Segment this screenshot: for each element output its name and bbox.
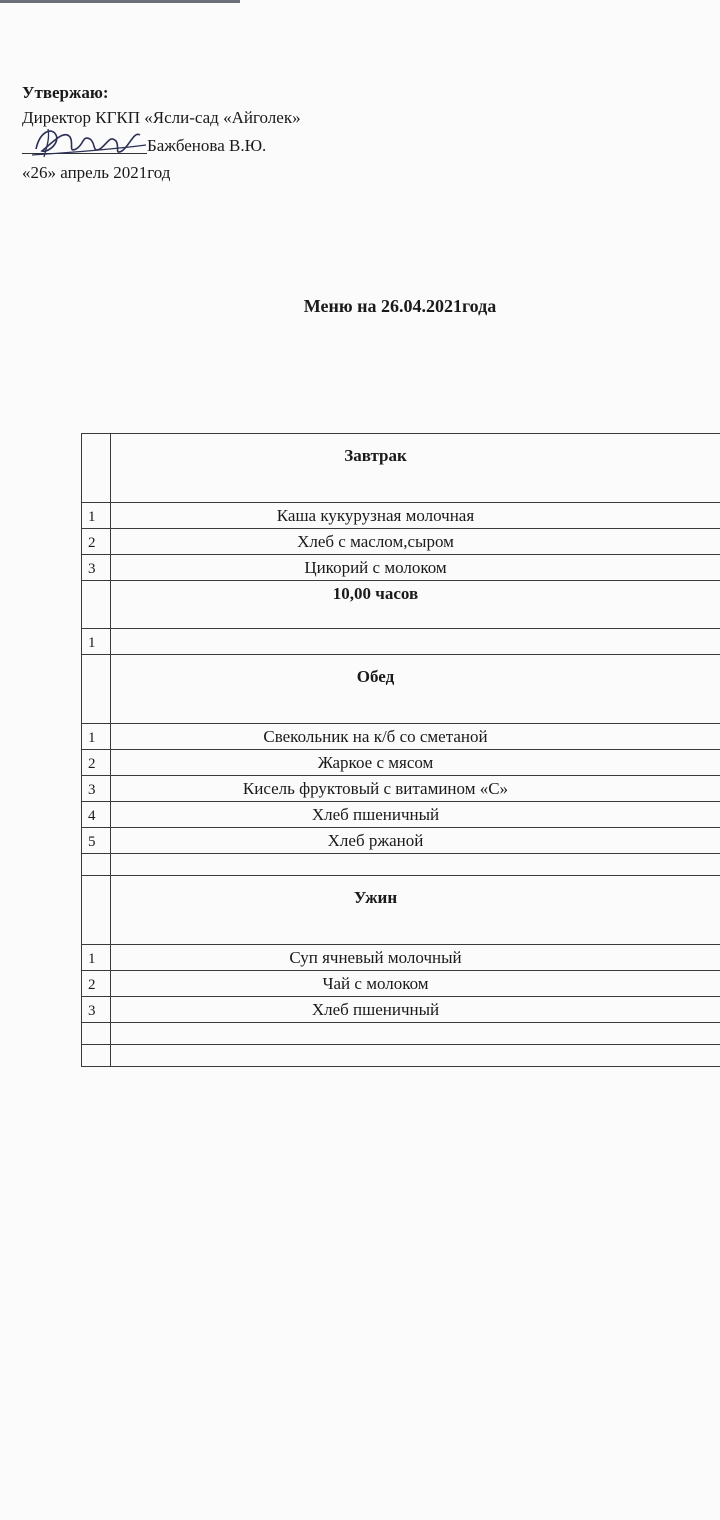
section-label-dinner: Ужин: [111, 876, 720, 945]
table-row: [82, 945, 720, 971]
section-label-snack: 10,00 часов: [111, 581, 720, 629]
signature-line: [22, 130, 301, 160]
row-number: 5: [82, 828, 111, 854]
dish-name: Хлеб пшеничный: [111, 997, 720, 1023]
table-row: [82, 555, 720, 581]
section-row-dinner: [82, 876, 720, 945]
table-row: [82, 503, 720, 529]
row-number: 1: [82, 945, 111, 971]
table-row: [82, 802, 720, 828]
table-row: [82, 997, 720, 1023]
section-row-breakfast: [82, 434, 720, 503]
dish-name: Чай с молоком: [111, 971, 720, 997]
table-row: [82, 828, 720, 854]
empty-row: [82, 854, 720, 876]
dish-name: Цикорий с молоком: [111, 555, 720, 581]
table-row: [82, 629, 720, 655]
dish-name: Хлеб пшеничный: [111, 802, 720, 828]
section-row-snack: [82, 581, 720, 629]
menu-table: [81, 433, 720, 1067]
scan-edge-line: [0, 0, 240, 3]
row-number: 1: [82, 629, 111, 655]
row-number: 2: [82, 529, 111, 555]
row-number: 4: [82, 802, 111, 828]
table-row: [82, 750, 720, 776]
row-number: 2: [82, 971, 111, 997]
row-number: 3: [82, 776, 111, 802]
table-row: [82, 529, 720, 555]
row-number: 3: [82, 555, 111, 581]
approval-heading: Утвержаю:: [22, 83, 109, 102]
row-number: 2: [82, 750, 111, 776]
handwritten-signature: [30, 123, 148, 163]
dish-name: Хлеб с маслом,сыром: [111, 529, 720, 555]
table-row: [82, 724, 720, 750]
director-position: Директор КГКП «Ясли-сад «Айголек»: [22, 108, 301, 127]
dish-name: Свекольник на к/б со сметаной: [111, 724, 720, 750]
table-row: [82, 776, 720, 802]
dish-name: [111, 629, 720, 655]
empty-row: [82, 1045, 720, 1067]
dish-name: Кисель фруктовый с витамином «С»: [111, 776, 720, 802]
section-row-lunch: [82, 655, 720, 724]
table-row: [82, 971, 720, 997]
section-label-lunch: Обед: [111, 655, 720, 724]
dish-name: Хлеб ржаной: [111, 828, 720, 854]
dish-name: Жаркое с мясом: [111, 750, 720, 776]
approval-block: [22, 80, 301, 185]
dish-name: Суп ячневый молочный: [111, 945, 720, 971]
dish-name: Каша кукурузная молочная: [111, 503, 720, 529]
row-number: 3: [82, 997, 111, 1023]
empty-row: [82, 1023, 720, 1045]
row-number: 1: [82, 724, 111, 750]
section-label-breakfast: Завтрак: [111, 434, 720, 503]
signature-blank: [22, 137, 147, 154]
row-number: 1: [82, 503, 111, 529]
page-title: Меню на 26.04.2021года: [303, 296, 497, 316]
approval-date: «26» апрель 2021год: [22, 163, 171, 182]
signer-name: Бажбенова В.Ю.: [147, 135, 267, 155]
